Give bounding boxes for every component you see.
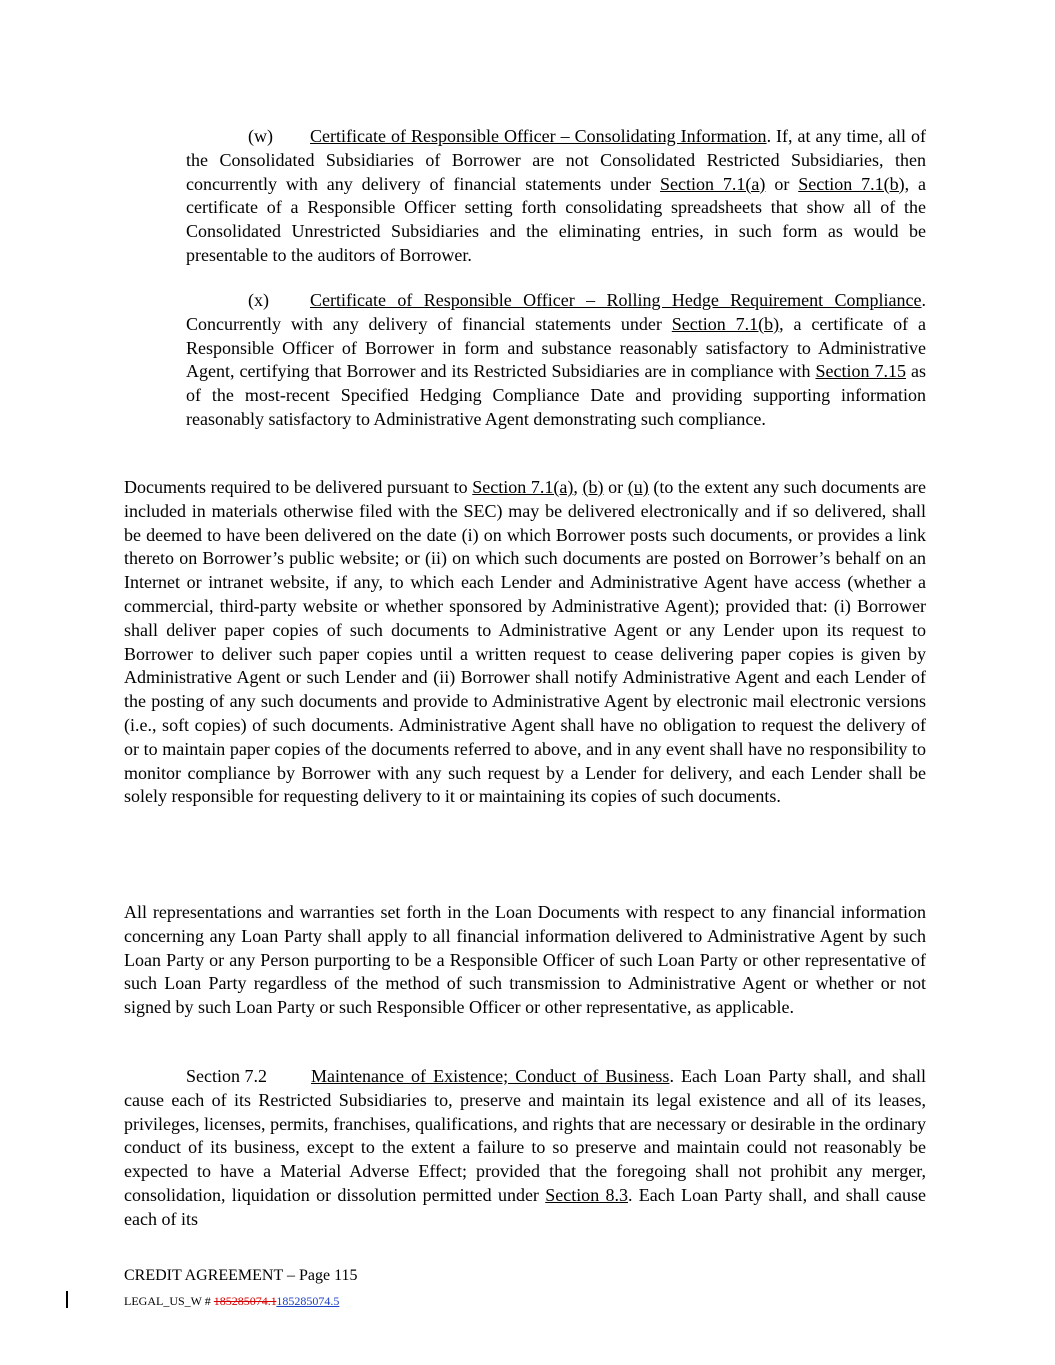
section-7-2: Section 7.2 Maintenance of Existence; Conduct of Business. Each Loan Party shall, and shall cause each of its Restricted Subsidiaries to, preserve and maintain its legal existence and all of its leases, privileges, licenses, permits, franchises, qualifications, and rights that are necessary or desirable in the ordinary conduct of its business, except to the extent a failure to so preserve and maintain could not reasonably be expected to have a Material Adverse Effect; provided that the foregoing shall not prohibit any merger, consolidation, liquidation or dissolution permitted under Section 8.3. Each Loan Party shall, and shall cause each of its (124, 1066, 926, 1229)
paragraph-w-title: Certificate of Responsible Officer – Consolidating Information (310, 126, 767, 146)
cross-ref-section-7-1-a: Section 7.1(a) (472, 477, 574, 497)
paragraph-x-label: (x) (248, 290, 269, 310)
cross-ref-b: (b) (582, 477, 604, 497)
cross-ref-section-7-1-b: Section 7.1(b) (798, 173, 905, 194)
cross-ref-section-7-1-b: Section 7.1(b) (671, 313, 780, 334)
paragraph-x-title: Certificate of Responsible Officer – Rolling Hedge Requirement Compliance (310, 290, 922, 310)
footer-page-title: CREDIT AGREEMENT – Page 115 (124, 1267, 358, 1284)
paragraph-representations: All representations and warranties set forth in the Loan Documents with respect to any financial information concerning any Loan Party shall apply to all financial information delivered to Administrative Agent by such Loan Party or any Person purporting to be a Responsible Officer of such Loan Party or other representative of such Loan Party regardless of the method of such transmission to Administrative Agent or whether or not signed by such Loan Party or such Responsible Officer or other representative, as applicable. (124, 902, 926, 1018)
footer-document-id (124, 1293, 339, 1309)
paragraph-w: (w) Certificate of Responsible Officer – Consolidating Information. If, at any time, all of the Consolidated Subsidiaries of Borrower are not Consolidated Restricted Subsidiaries, then concurrently with any delivery of financial statements under Section 7.1(a) or Section 7.1(b), a certificate of a Responsible Officer setting forth consolidating spreadsheets that show all of the Consolidated Unrestricted Subsidiaries and the eliminating entries, in such form as would be presentable to the auditors of Borrower. (186, 126, 927, 265)
cross-ref-section-7-1-a: Section 7.1(a) (660, 173, 766, 194)
section-7-2-label: Section 7.2 (186, 1066, 267, 1086)
footer-id-inserted: 185285074.5 (276, 1294, 340, 1308)
paragraph-x: (x) Certificate of Responsible Officer – Rolling Hedge Requirement Compliance. Concurrently with any delivery of financial statements under Section 7.1(b), a certificate of a Responsible Officer of Borrower in form and substance reasonably satisfactory to Administrative Agent, certifying that Borrower and its Restricted Subsidiaries are in compliance with Section 7.15 as of the most-recent Specified Hedging Compliance Date and providing supporting information reasonably satisfactory to Administrative Agent demonstrating such compliance. (186, 290, 926, 429)
cross-ref-section-8-3: Section 8.3 (545, 1184, 629, 1205)
paragraph-w-label: (w) (248, 126, 273, 146)
footer-id-deleted: 185285074.1 (213, 1294, 277, 1308)
revision-change-bar (66, 1291, 68, 1308)
cross-ref-u: (u) (627, 477, 649, 497)
paragraph-documents-delivery: Documents required to be delivered pursuant to Section 7.1(a), (b) or (u) (to the extent any such documents are included in materials otherwise filed with the SEC) may be delivered electronically and if so delivered, shall be deemed to have been delivered on the date (i) on which Borrower posts such documents, or provides a link thereto on Borrower’s public website; or (ii) on which such documents are posted on Borrower’s behalf on an Internet or intranet website, if any, to which each Lender and Administrative Agent have access (whether a commercial, third-party website or whether sponsored by Administrative Agent); provided that: (i) Borrower shall deliver paper copies of such documents to Administrative Agent or any Lender upon its request to Borrower to deliver such paper copies until a written request to cease delivering paper copies is given by Administrative Agent or such Lender and (ii) Borrower shall notify Administrative Agent and each Lender of the posting of any such documents and provide to Administrative Agent by electronic mail electronic versions (i.e., soft copies) of such documents. Administrative Agent shall have no obligation to request the delivery of or to maintain paper copies of the documents referred to above, and in any event shall have no responsibility to monitor compliance by Borrower with any such request by a Lender for delivery, and each Lender shall be solely responsible for requesting delivery to it or maintaining its copies of such documents. (124, 477, 926, 807)
footer-id-prefix: LEGAL_US_W # (124, 1294, 214, 1308)
section-7-2-title: Maintenance of Existence; Conduct of Business (311, 1066, 670, 1086)
cross-ref-section-7-15: Section 7.15 (815, 361, 906, 382)
